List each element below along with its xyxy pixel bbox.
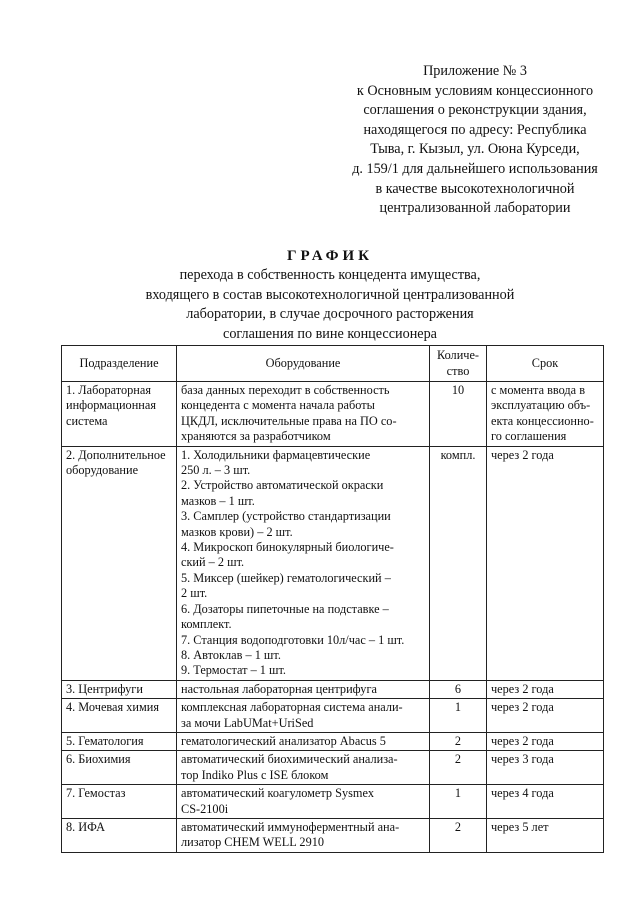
- term-cell-line: го соглашения: [491, 429, 567, 444]
- equipment-cell: [177, 446, 430, 680]
- table-row: [62, 818, 604, 852]
- division-cell: [62, 680, 177, 698]
- term-cell-line: через 2 года: [491, 681, 554, 696]
- header-division: Подразделение: [62, 346, 177, 382]
- subtitle-line: входящего в состав высокотехнологичной централизованной: [145, 286, 515, 303]
- equipment-cell-line: 6. Дозаторы пипеточные на подставке –: [181, 601, 389, 616]
- equipment-cell: [177, 699, 430, 733]
- appendix-line: централизованной лаборатории: [379, 200, 571, 217]
- equipment-cell: [177, 680, 430, 698]
- term-cell-line: через 2 года: [491, 447, 554, 462]
- term-cell: [487, 699, 604, 733]
- subtitle-line: соглашения по вине концессионера: [223, 325, 437, 342]
- quantity-cell: 2: [430, 751, 487, 785]
- appendix-line: Тыва, г. Кызыл, ул. Оюна Курседи,: [370, 141, 580, 158]
- equipment-cell-line: настольная лабораторная центрифуга: [181, 681, 377, 696]
- term-cell-line: через 2 года: [491, 733, 554, 748]
- division-cell-line: 4. Мочевая химия: [66, 700, 159, 715]
- table-row: [62, 446, 604, 680]
- table-header-row: [62, 346, 604, 382]
- table-row: [62, 680, 604, 698]
- equipment-cell: [177, 818, 430, 852]
- table-row: [62, 751, 604, 785]
- division-cell-line: 8. ИФА: [66, 819, 105, 834]
- division-cell: [62, 732, 177, 750]
- equipment-cell-line: комплект.: [181, 617, 232, 632]
- term-cell-line: с момента ввода в: [491, 383, 586, 397]
- quantity-cell: 2: [430, 732, 487, 750]
- equipment-cell-line: база данных переходит в собственность: [181, 383, 390, 397]
- table-row: [62, 732, 604, 750]
- term-cell: [487, 446, 604, 680]
- appendix-line: к Основным условиям концессионного: [356, 82, 594, 99]
- division-cell: [62, 699, 177, 733]
- quantity-cell: 2: [430, 818, 487, 852]
- division-cell-line: 3. Центрифуги: [66, 681, 143, 696]
- header-term: Срок: [487, 346, 604, 382]
- appendix-line: Приложение № 3: [423, 63, 527, 79]
- division-cell: [62, 818, 177, 852]
- equipment-cell-line: 250 л. – 3 шт.: [181, 463, 251, 478]
- term-cell: [487, 382, 604, 447]
- division-cell: [62, 751, 177, 785]
- equipment-cell-line: 2. Устройство автоматической окраски: [181, 478, 384, 493]
- schedule-table: [61, 345, 604, 853]
- equipment-cell: [177, 785, 430, 819]
- division-cell-line: оборудование: [66, 463, 139, 478]
- division-cell-line: 5. Гематология: [66, 733, 144, 748]
- header-equipment: Оборудование: [177, 346, 430, 382]
- table-row: [62, 785, 604, 819]
- division-cell-line: информационная: [66, 398, 156, 413]
- header-quantity: [430, 346, 487, 382]
- division-cell-line: 2. Дополнительное: [66, 447, 166, 462]
- table-body: [62, 382, 604, 853]
- appendix-line: находящегося по адресу: Республика: [363, 121, 587, 138]
- equipment-cell-line: 3. Самплер (устройство стандартизации: [181, 509, 391, 524]
- equipment-cell-line: CS-2100i: [181, 801, 229, 816]
- quantity-cell: 1: [430, 699, 487, 733]
- division-cell: [62, 785, 177, 819]
- header-quantity-line: Количе-: [436, 348, 480, 363]
- header-quantity-line: ство: [446, 363, 470, 378]
- table-row: [62, 382, 604, 447]
- equipment-cell-line: мазков – 1 шт.: [181, 493, 255, 508]
- term-cell-line: через 5 лет: [491, 819, 549, 834]
- title-subtitle: [60, 266, 600, 344]
- quantity-cell: 6: [430, 680, 487, 698]
- appendix-line: соглашения о реконструкции здания,: [363, 102, 587, 119]
- quantity-cell: 10: [430, 382, 487, 447]
- equipment-cell-line: автоматический иммуноферментный ана-: [181, 819, 400, 834]
- term-cell-line: через 4 года: [491, 786, 554, 801]
- equipment-cell: [177, 732, 430, 750]
- equipment-cell-line: 1. Холодильники фармацевтические: [181, 447, 371, 462]
- equipment-cell-line: за мочи LabUMat+UriSed: [181, 715, 314, 730]
- table-row: [62, 699, 604, 733]
- equipment-cell-line: 8. Автоклав – 1 шт.: [181, 647, 281, 662]
- division-cell-line: 6. Биохимия: [66, 752, 131, 767]
- title-main: ГРАФИК: [286, 248, 374, 264]
- term-cell-line: через 3 года: [491, 752, 554, 767]
- term-cell: [487, 732, 604, 750]
- equipment-cell-line: мазков крови) – 2 шт.: [181, 524, 293, 539]
- division-cell: [62, 446, 177, 680]
- term-cell-line: через 2 года: [491, 700, 554, 715]
- equipment-cell: [177, 382, 430, 447]
- division-cell-line: 7. Гемостаз: [66, 786, 126, 801]
- equipment-cell-line: лизатор CHEM WELL 2910: [181, 835, 325, 850]
- document-title: [60, 246, 600, 344]
- equipment-cell-line: 5. Миксер (шейкер) гематологический –: [181, 570, 391, 585]
- equipment-cell: [177, 751, 430, 785]
- division-cell-line: система: [66, 413, 108, 428]
- term-cell: [487, 785, 604, 819]
- equipment-cell-line: тор Indiko Plus с ISE блоком: [181, 767, 329, 782]
- subtitle-line: лаборатории, в случае досрочного расторжения: [186, 306, 474, 323]
- subtitle-line: перехода в собственность концедента имущества,: [179, 267, 481, 283]
- quantity-cell: 1: [430, 785, 487, 819]
- term-cell: [487, 818, 604, 852]
- appendix-line: д. 159/1 для дальнейшего использования: [352, 160, 598, 177]
- term-cell-line: екта концессионно-: [491, 413, 594, 428]
- equipment-cell-line: автоматический коагулометр Sysmex: [181, 786, 375, 801]
- equipment-cell-line: 4. Микроскоп бинокулярный биологиче-: [181, 540, 394, 555]
- division-cell-line: 1. Лабораторная: [66, 383, 151, 397]
- equipment-cell-line: ЦКДЛ, исключительные права на ПО со-: [181, 413, 397, 428]
- equipment-cell-line: комплексная лабораторная система анали-: [181, 700, 403, 715]
- equipment-cell-line: 2 шт.: [181, 586, 208, 601]
- equipment-cell-line: автоматический биохимический анализа-: [181, 752, 398, 767]
- equipment-cell-line: гематологический анализатор Abacus 5: [181, 733, 386, 748]
- equipment-cell-line: ский – 2 шт.: [181, 555, 245, 570]
- division-cell: [62, 382, 177, 447]
- equipment-cell-line: 7. Станция водоподготовки 10л/час – 1 шт.: [181, 632, 405, 647]
- appendix-heading: [330, 62, 620, 219]
- appendix-line: в качестве высокотехнологичной: [375, 180, 575, 197]
- equipment-cell-line: концедента с момента начала работы: [181, 398, 375, 413]
- quantity-cell: компл.: [430, 446, 487, 680]
- equipment-cell-line: 9. Термостат – 1 шт.: [181, 663, 287, 678]
- term-cell: [487, 751, 604, 785]
- equipment-cell-line: храняются за разработчиком: [181, 429, 331, 444]
- term-cell-line: эксплуатацию объ-: [491, 398, 591, 413]
- term-cell: [487, 680, 604, 698]
